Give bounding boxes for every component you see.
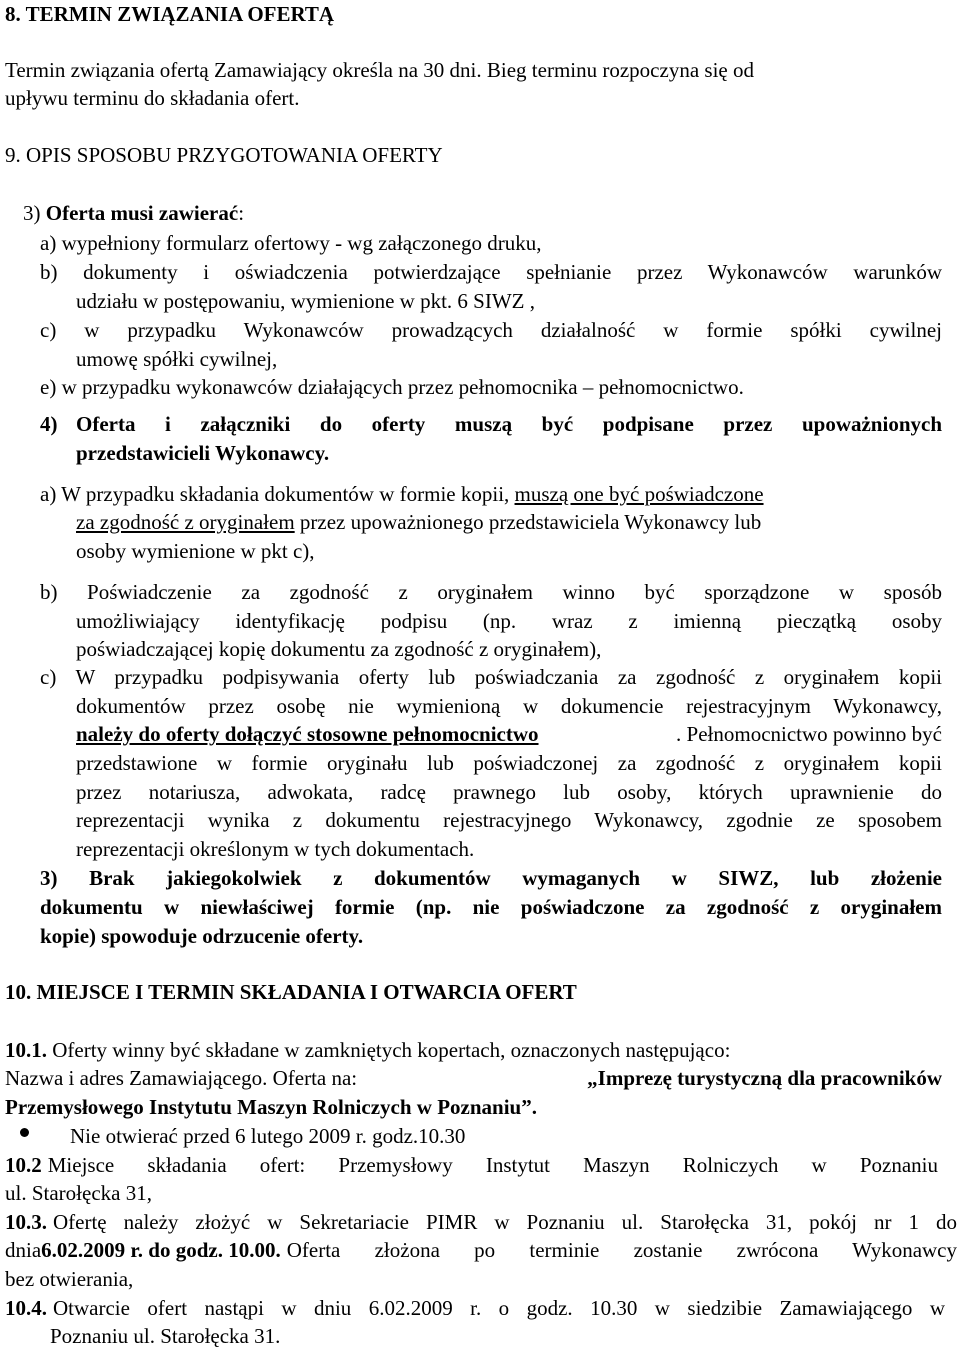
p-10-3-number: 10.3. xyxy=(5,1210,47,1234)
p-10-4-text: Otwarcie ofert nastąpi w dniu 6.02.2009 r. o godz. 10.30 w siedzibie Zamawiającego w xyxy=(53,1296,945,1320)
rule-c-line4: przedstawione w formie oryginału lub poświadczonej za zgodność z oryginałem kopii xyxy=(76,751,942,775)
p-10-3-line3: bez otwierania, xyxy=(5,1267,134,1291)
rule-c-line7: reprezentacji określonym w tych dokumentach. xyxy=(76,837,475,861)
item-3-number: 3) xyxy=(23,201,41,225)
p-10-1-number: 10.1. xyxy=(5,1038,47,1062)
section-10-title: 10. MIEJSCE I TERMIN SKŁADANIA I OTWARCIA OFERT xyxy=(5,980,577,1004)
section-8-text-line1: Termin związania ofertą Zamawiający określa na 30 dni. Bieg terminu rozpoczyna się od xyxy=(5,58,754,82)
p-10-3-deadline: 6.02.2009 r. do godz. 10.00. xyxy=(41,1238,281,1262)
rule-c-line1: c) W przypadku podpisywania oferty lub poświadczania za zgodność z oryginałem kopii xyxy=(40,665,942,689)
p-10-1-text-2: Nazwa i adres Zamawiającego. Oferta na: xyxy=(5,1066,358,1090)
rule-c-text: . Pełnomocnictwo powinno być xyxy=(676,722,942,746)
rule-a-underlined-2: za zgodność z oryginałem xyxy=(76,510,295,534)
p-10-1-line1 xyxy=(5,1040,730,1061)
rule-c-line6: reprezentacji wynika z dokumentu rejestracyjnego Wykonawcy, zgodnie ze sposobem xyxy=(76,808,942,832)
rule-c-line2: dokumentów przez osobę nie wymienioną w dokumencie rejestracyjnym Wykonawcy, xyxy=(76,694,942,718)
list-item-b-line1: b) dokumenty i oświadczenia potwierdzające spełnianie przez Wykonawców warunków xyxy=(40,260,942,284)
section-9-title: 9. OPIS SPOSOBU PRZYGOTOWANIA OFERTY xyxy=(5,143,443,167)
p-10-3-line2 xyxy=(5,1240,957,1261)
p-10-1-text: Oferty winny być składane w zamkniętych kopertach, oznaczonych następująco: xyxy=(47,1038,731,1062)
rule-b-line1: b) Poświadczenie za zgodność z oryginałem winno być sporządzone w sposób xyxy=(40,580,942,604)
rule-a-underlined: muszą one być poświadczone xyxy=(514,482,764,506)
rejection-line2: dokumentu w niewłaściwej formie (np. nie poświadczone za zgodność z oryginałem xyxy=(40,895,942,919)
item-3-bold-label: Oferta musi zawierać xyxy=(45,201,239,225)
p-10-4-line1 xyxy=(5,1298,945,1319)
list-item-a: a) wypełniony formularz ofertowy - wg załączonego druku, xyxy=(40,231,542,255)
list-item-b-line2: udziału w postępowaniu, wymienione w pkt. 6 SIWZ , xyxy=(76,289,536,313)
p-10-2-line1 xyxy=(5,1155,938,1176)
p-10-3-text: Ofertę należy złożyć w Sekretariacie PIMR w Poznaniu ul. Starołęcka 31, pokój nr 1 do xyxy=(53,1210,957,1234)
p-10-2-line2: ul. Starołęcka 31, xyxy=(5,1181,152,1205)
item-3-heading xyxy=(23,203,244,224)
list-item-c-line1: c) w przypadku Wykonawców prowadzących działalność w formie spółki cywilnej xyxy=(40,318,942,342)
item-4-line2: przedstawicieli Wykonawcy. xyxy=(76,441,330,465)
item-4-line1: Oferta i załączniki do oferty muszą być podpisane przez upoważnionych xyxy=(76,412,942,436)
rule-a-text-2: przez upoważnionego przedstawiciela Wykonawcy lub xyxy=(294,510,762,534)
rule-c-bold-underlined: należy do oferty dołączyć stosowne pełnomocnictwo xyxy=(76,722,539,746)
p-10-4-line2: Poznaniu ul. Starołęcka 31. xyxy=(50,1324,281,1348)
rule-a-line2 xyxy=(76,512,761,533)
p-10-3-line1 xyxy=(5,1212,957,1233)
bullet-icon xyxy=(20,1128,29,1137)
p-10-1-line3: Przemysłowego Instytutu Maszyn Rolniczych w Poznaniu”. xyxy=(5,1095,537,1119)
p-10-2-number: 10.2 xyxy=(5,1153,42,1177)
bullet-text: Nie otwierać przed 6 lutego 2009 r. godz.10.30 xyxy=(70,1124,466,1148)
p-10-4-number: 10.4. xyxy=(5,1296,47,1320)
list-item-e: e) w przypadku wykonawców działających przez pełnomocnika – pełnomocnictwo. xyxy=(40,375,744,399)
p-10-3-text-2: dnia xyxy=(5,1238,42,1262)
rule-b-line2: umożliwiający identyfikację podpisu (np. wraz z imienną pieczątką osoby xyxy=(76,609,942,633)
item-4-number: 4) xyxy=(40,412,58,436)
list-item-c-line2: umowę spółki cywilnej, xyxy=(76,347,278,371)
p-10-1-offer-title: „Imprezę turystyczną dla pracowników xyxy=(587,1066,942,1090)
item-3-colon: : xyxy=(238,201,245,225)
p-10-2-text: Miejsce składania ofert: Przemysłowy Instytut Maszyn Rolniczych w Poznaniu xyxy=(47,1153,938,1177)
rule-a-text: a) W przypadku składania dokumentów w formie kopii, xyxy=(40,482,515,506)
rule-c-line3 xyxy=(76,724,942,745)
rejection-line1: 3) Brak jakiegokolwiek z dokumentów wymaganych w SIWZ, lub złożenie xyxy=(40,866,942,890)
p-10-1-line2 xyxy=(5,1068,942,1089)
rule-a-line3: osoby wymienione w pkt c), xyxy=(76,539,315,563)
rule-c-line5: przez notariusza, adwokata, radcę prawnego lub osoby, których uprawnienie do xyxy=(76,780,942,804)
rule-b-line3: poświadczającej kopię dokumentu za zgodność z oryginałem), xyxy=(76,637,602,661)
rule-a-line1 xyxy=(40,484,764,505)
rejection-line3: kopie) spowoduje odrzucenie oferty. xyxy=(40,924,364,948)
section-8-text-line2: upływu terminu do składania ofert. xyxy=(5,86,300,110)
section-8-title: 8. TERMIN ZWIĄZANIA OFERTĄ xyxy=(5,2,335,26)
p-10-3-text-3: Oferta złożona po terminie zostanie zwrócona Wykonawcy xyxy=(286,1238,957,1262)
